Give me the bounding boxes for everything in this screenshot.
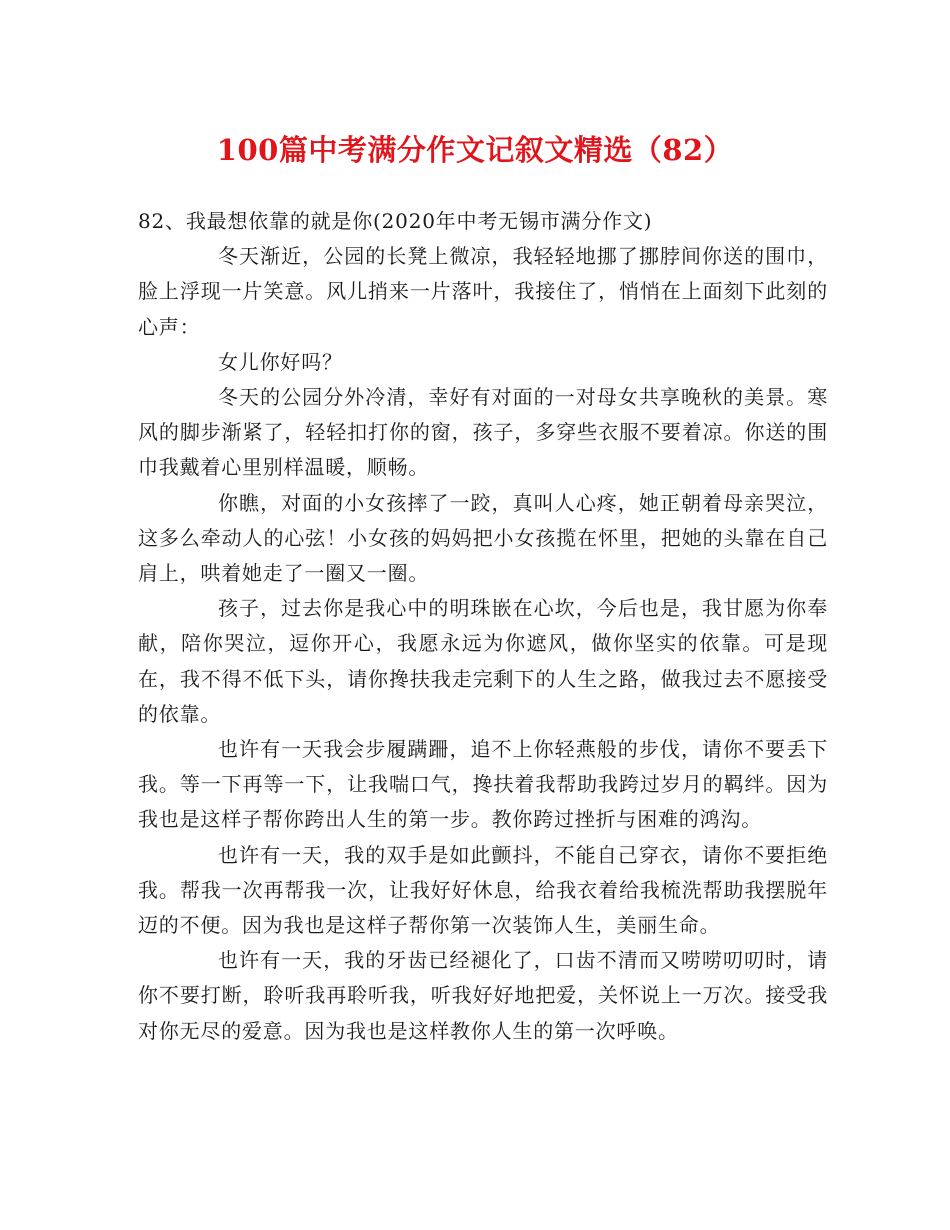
essay-paragraph-6: 也许有一天我会步履蹒跚，追不上你轻燕般的步伐，请你不要丢下我。等一下再等一下，让我喘口气，搀扶着我帮助我跨过岁月的羁绊。因为我也是这样子帮你跨出人生的第一步。教你跨过挫折与困难的鸿沟。 [138,737,828,832]
essay-paragraph-4: 你瞧，对面的小女孩摔了一跤，真叫人心疼，她正朝着母亲哭泣，这多么牵动人的心弦！小女孩的妈妈把小女孩揽在怀里，把她的头靠在自己肩上，哄着她走了一圈又一圈。 [138,490,828,586]
essay-body [138,204,828,1049]
essay-paragraph-8: 也许有一天，我的牙齿已经褪化了，口齿不清而又唠唠叨叨时，请你不要打断，聆听我再聆听我，听我好好地把爱，关怀说上一万次。接受我对你无尽的爱意。因为我也是这样教你人生的第一次呼唤。 [138,948,828,1043]
essay-paragraph-7: 也许有一天，我的双手是如此颤抖，不能自己穿衣，请你不要拒绝我。帮我一次再帮我一次，让我好好休息，给我衣着给我梳洗帮助我摆脱年迈的不便。因为我也是这样子帮你第一次装饰人生，美丽生命。 [138,842,828,938]
essay-paragraph-5: 孩子，过去你是我心中的明珠嵌在心坎，今后也是，我甘愿为你奉献，陪你哭泣，逗你开心，我愿永远为你遮风，做你坚实的依靠。可是现在，我不得不低下头，请你搀扶我走完剩下的人生之路，做我过去不愿接受的依靠。 [138,596,828,726]
essay-paragraph-3: 冬天的公园分外冷清，幸好有对面的一对母女共享晚秋的美景。寒风的脚步渐紧了，轻轻扣打你的窗，孩子，多穿些衣服不要着凉。你送的围巾我戴着心里别样温暖，顺畅。 [138,385,828,480]
essay-paragraph-1: 冬天渐近，公园的长凳上微凉，我轻轻地挪了挪脖间你送的围巾，脸上浮现一片笑意。风儿捎来一片落叶，我接住了，悄悄在上面刻下此刻的心声： [138,244,828,339]
document-title: 100篇中考满分作文记叙文精选（82） [216,133,734,167]
essay-heading: 82、我最想依靠的就是你(2020年中考无锡市满分作文) [138,209,653,233]
essay-paragraph-2: 女儿你好吗？ [218,349,343,374]
